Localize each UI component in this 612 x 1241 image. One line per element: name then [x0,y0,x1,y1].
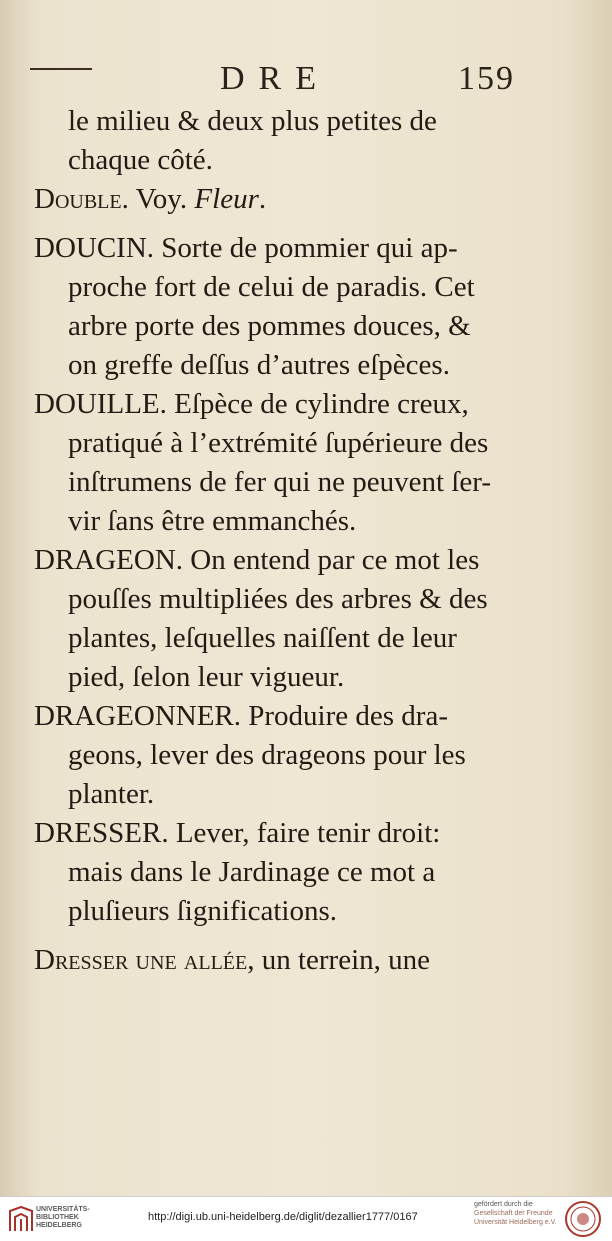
text-run: geons, lever des drageons pour les [68,739,466,771]
text-line [34,580,524,619]
paragraph-gap [34,931,524,941]
library-name-line: HEIDELBERG [36,1222,82,1229]
text-run: mais dans le Jardinage ce mot a [68,856,436,888]
text-line [34,697,524,736]
text-run: DRAGEON. On entend par ce mot les [34,544,480,576]
text-run: DOUCIN. Sorte de pommier qui ap- [34,232,458,264]
text-line [34,619,524,658]
text-line [34,658,524,697]
text-line [34,385,524,424]
text-line [34,814,524,853]
text-run: proche fort de celui de paradis. Cet [68,271,475,303]
library-name [36,1206,90,1230]
text-line [34,268,524,307]
text-run: inſtrumens de fer qui ne peuvent ſer- [68,466,491,498]
text-line [34,307,524,346]
text-line [34,775,524,814]
text-run: arbre porte des pommes douces, & [68,310,471,342]
text-line [34,541,524,580]
text-run: . Voy. [121,183,195,215]
text-line [34,941,524,980]
head-rule [30,68,92,70]
text-line [34,736,524,775]
text-line [34,463,524,502]
sponsor-heading: gefördert durch die [474,1201,533,1208]
text-run: . [258,183,267,215]
text-line [34,892,524,931]
text-run: vir ſans être emmanchés. [68,505,357,537]
text-line [34,502,524,541]
text-run: DRESSER. Lever, faire tenir droit: [34,817,441,849]
library-name-line: BIBLIOTHEK [36,1214,79,1221]
text-run: DOUILLE. Eſpèce de cylindre creux, [34,388,469,420]
sponsor-line: Universität Heidelberg e.V. [474,1219,557,1226]
text-run: pluſieurs ſignifications. [68,895,338,927]
text-run: Fleur [194,183,259,215]
text-line [34,102,524,141]
text-run: , un terrein, une [247,944,431,976]
library-name-line: UNIVERSITÄTS- [36,1206,90,1213]
text-run: pouſſes multipliées des arbres & des [68,583,488,615]
paragraph-gap [34,219,524,229]
text-run: on greffe deſſus d’autres eſpèces. [68,349,450,381]
text-line [34,141,524,180]
page-number: 159 [458,60,515,97]
text-run: le milieu & deux plus petites de [68,105,437,137]
text-run: DRAGEONNER. Produire des dra- [34,700,448,732]
text-run: pratiqué à l’extrémité ſupérieure des [68,427,489,459]
text-line [34,229,524,268]
text-line [34,346,524,385]
sponsor-line: Gesellschaft der Freunde [474,1210,553,1217]
footer-bar [0,1196,612,1241]
permalink-url[interactable]: http://digi.ub.uni-heidelberg.de/diglit/dezallier1777/0167 [148,1211,418,1223]
text-run: Double [34,183,122,215]
sponsor-text [474,1200,557,1227]
text-run: Dresser une allée [34,944,248,976]
text-run: planter. [68,778,155,810]
text-line [34,424,524,463]
text-run: pied, ſelon leur vigueur. [68,661,345,693]
university-library-logo-icon [8,1205,34,1233]
text-run: chaque côté. [68,144,213,176]
dictionary-text [34,102,524,980]
running-head [0,60,612,100]
text-line [34,853,524,892]
text-run: plantes, leſquelles naiſſent de leur [68,622,457,654]
text-line [34,180,524,219]
running-title: DRE [220,60,330,97]
university-seal-icon [564,1200,602,1238]
